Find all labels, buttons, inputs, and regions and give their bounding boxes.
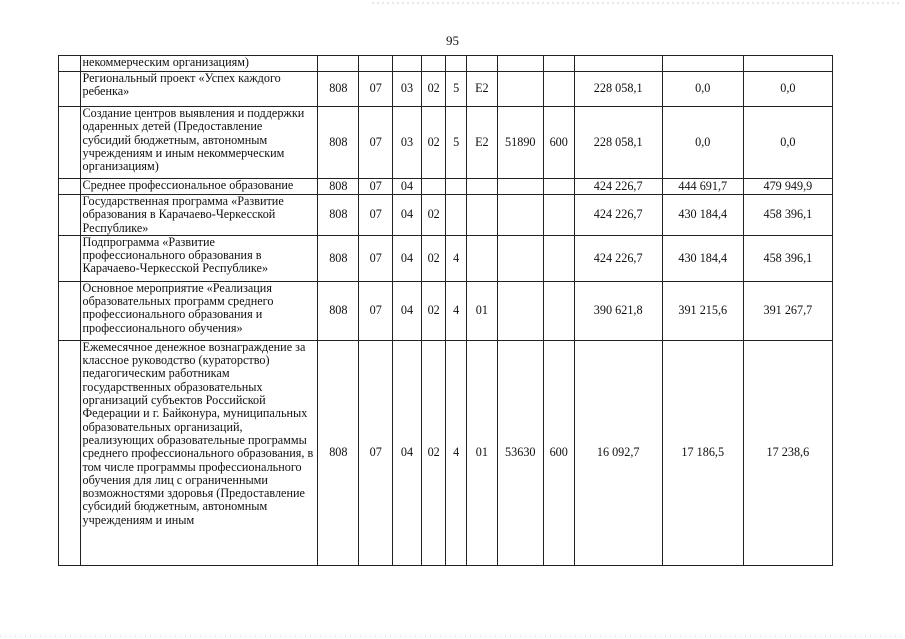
cell-pr: 04 xyxy=(393,179,422,195)
cell-cs2: 4 xyxy=(446,340,467,565)
cell-cs1: 02 xyxy=(421,340,446,565)
cell-glava: 808 xyxy=(318,107,359,179)
table-row xyxy=(59,56,833,72)
table-row xyxy=(59,179,833,195)
table-row xyxy=(59,107,833,179)
budget-table-body xyxy=(59,56,833,566)
cell-cs1: 02 xyxy=(421,195,446,236)
cell-cs4: 53630 xyxy=(497,340,543,565)
item-name-cell: Среднее профессиональное образование xyxy=(80,179,318,195)
cell-cs1: 02 xyxy=(421,72,446,107)
cell-cs3 xyxy=(466,179,497,195)
table-row xyxy=(59,72,833,107)
cell-y3: 479 949,9 xyxy=(743,179,832,195)
cell-y2: 444 691,7 xyxy=(662,179,743,195)
cell-rz xyxy=(359,56,393,72)
cell-rz: 07 xyxy=(359,179,393,195)
cell-glava: 808 xyxy=(318,195,359,236)
cell-rz: 07 xyxy=(359,235,393,281)
cell-cs4 xyxy=(497,281,543,340)
cell-y2: 430 184,4 xyxy=(662,235,743,281)
cell-y1: 16 092,7 xyxy=(574,340,662,565)
row-number-cell xyxy=(59,179,81,195)
cell-glava: 808 xyxy=(318,235,359,281)
budget-table xyxy=(58,55,833,566)
item-name-cell: Ежемесячное денежное вознаграждение за классное руководство (кураторство) педагогическим работникам государственных образовательных организаций субъектов Российской Федерации и г. Байконура, муниципальных образовательных организаций, реализующих образовательные программы среднего профессионального образования, в том числе программы профессионального обучения для лиц с ограниченными возможностями здоровья (Предоставление субсидий бюджетным, автономным учреждениям и иным xyxy=(80,340,318,565)
cell-pr xyxy=(393,56,422,72)
row-number-cell xyxy=(59,72,81,107)
page-number: 95 xyxy=(446,33,459,48)
cell-y3: 17 238,6 xyxy=(743,340,832,565)
table-row xyxy=(59,195,833,236)
row-number-cell xyxy=(59,340,81,565)
cell-cs3 xyxy=(466,195,497,236)
item-name-cell: Создание центров выявления и поддержки одаренных детей (Предоставление субсидий бюджетным, автономным учреждениям и иным некоммерческим организациям) xyxy=(80,107,318,179)
cell-cs1: 02 xyxy=(421,107,446,179)
row-number-cell xyxy=(59,107,81,179)
cell-cs2: 4 xyxy=(446,281,467,340)
cell-rz: 07 xyxy=(359,281,393,340)
cell-y2 xyxy=(662,56,743,72)
cell-vr xyxy=(543,281,574,340)
cell-cs3 xyxy=(466,56,497,72)
cell-vr: 600 xyxy=(543,107,574,179)
cell-y1: 424 226,7 xyxy=(574,179,662,195)
cell-glava: 808 xyxy=(318,72,359,107)
item-name-cell: Подпрограмма «Развитие профессионального образования в Карачаево-Черкесской Республике» xyxy=(80,235,318,281)
table-row xyxy=(59,340,833,565)
cell-glava: 808 xyxy=(318,340,359,565)
cell-y3: 391 267,7 xyxy=(743,281,832,340)
cell-pr: 04 xyxy=(393,281,422,340)
cell-cs3 xyxy=(466,235,497,281)
cell-vr xyxy=(543,195,574,236)
cell-cs3: 01 xyxy=(466,281,497,340)
cell-y3: 0,0 xyxy=(743,72,832,107)
cell-cs3: E2 xyxy=(466,72,497,107)
cell-y1: 228 058,1 xyxy=(574,107,662,179)
row-number-cell xyxy=(59,56,81,72)
cell-cs1: 02 xyxy=(421,235,446,281)
cell-cs4 xyxy=(497,179,543,195)
cell-cs2: 5 xyxy=(446,107,467,179)
table-row xyxy=(59,281,833,340)
cell-rz: 07 xyxy=(359,340,393,565)
cell-pr: 04 xyxy=(393,195,422,236)
cell-cs1 xyxy=(421,56,446,72)
row-number-cell xyxy=(59,281,81,340)
cell-y1: 424 226,7 xyxy=(574,195,662,236)
cell-y3 xyxy=(743,56,832,72)
cell-cs2: 4 xyxy=(446,235,467,281)
cell-pr: 03 xyxy=(393,72,422,107)
cell-glava: 808 xyxy=(318,281,359,340)
cell-vr xyxy=(543,56,574,72)
cell-cs1 xyxy=(421,179,446,195)
cell-cs4 xyxy=(497,235,543,281)
cell-cs2 xyxy=(446,195,467,236)
cell-y3: 0,0 xyxy=(743,107,832,179)
cell-vr xyxy=(543,179,574,195)
cell-cs4: 51890 xyxy=(497,107,543,179)
cell-y2: 17 186,5 xyxy=(662,340,743,565)
item-name-cell: некоммерческим организациям) xyxy=(80,56,318,72)
cell-y1 xyxy=(574,56,662,72)
cell-y1: 228 058,1 xyxy=(574,72,662,107)
cell-rz: 07 xyxy=(359,195,393,236)
cell-cs2 xyxy=(446,179,467,195)
cell-cs3: 01 xyxy=(466,340,497,565)
item-name-cell: Государственная программа «Развитие образования в Карачаево-Черкесской Республике» xyxy=(80,195,318,236)
cell-vr xyxy=(543,235,574,281)
cell-glava xyxy=(318,56,359,72)
row-number-cell xyxy=(59,195,81,236)
cell-rz: 07 xyxy=(359,72,393,107)
cell-y2: 391 215,6 xyxy=(662,281,743,340)
cell-rz: 07 xyxy=(359,107,393,179)
table-row xyxy=(59,235,833,281)
cell-pr: 04 xyxy=(393,340,422,565)
cell-cs4 xyxy=(497,56,543,72)
cell-cs4 xyxy=(497,195,543,236)
cell-cs2 xyxy=(446,56,467,72)
cell-glava: 808 xyxy=(318,179,359,195)
cell-vr: 600 xyxy=(543,340,574,565)
cell-y1: 424 226,7 xyxy=(574,235,662,281)
cell-pr: 04 xyxy=(393,235,422,281)
cell-y2: 0,0 xyxy=(662,107,743,179)
cell-y3: 458 396,1 xyxy=(743,235,832,281)
cell-cs4 xyxy=(497,72,543,107)
row-number-cell xyxy=(59,235,81,281)
item-name-cell: Основное мероприятие «Реализация образовательных программ среднего профессионального образования и профессионального обучения» xyxy=(80,281,318,340)
cell-y3: 458 396,1 xyxy=(743,195,832,236)
cell-y2: 0,0 xyxy=(662,72,743,107)
cell-cs3: E2 xyxy=(466,107,497,179)
cell-vr xyxy=(543,72,574,107)
cell-y2: 430 184,4 xyxy=(662,195,743,236)
item-name-cell: Региональный проект «Успех каждого ребенка» xyxy=(80,72,318,107)
cell-cs1: 02 xyxy=(421,281,446,340)
cell-cs2: 5 xyxy=(446,72,467,107)
cell-pr: 03 xyxy=(393,107,422,179)
cell-y1: 390 621,8 xyxy=(574,281,662,340)
